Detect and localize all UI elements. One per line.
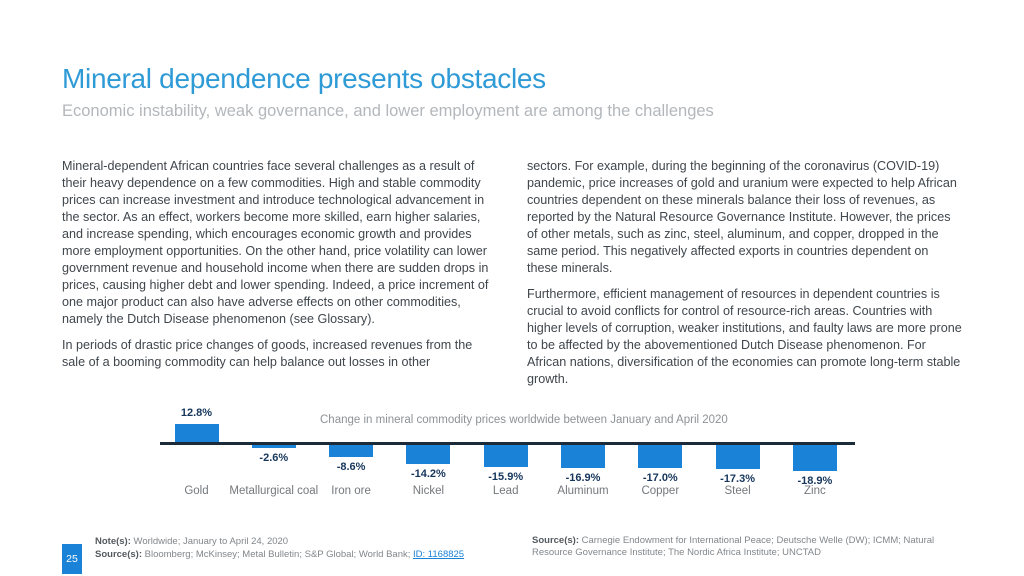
bar-value-label: -14.2% [410, 468, 446, 481]
bar-category-label: Iron ore [331, 485, 371, 497]
paragraph: In periods of drastic price changes of goods, increased revenues from the sale of a booming commodity can help balance out losses in other [62, 338, 473, 369]
bar-category-label: Nickel [412, 485, 445, 497]
bar [484, 445, 528, 467]
bar [638, 445, 682, 469]
page-number-badge: 25 [62, 544, 82, 574]
bar-category-label: Gold [184, 485, 209, 497]
slide-header [62, 62, 962, 121]
source-text: Carnegie Endowment for International Peace; Deutsche Welle (DW); ICMM; Natural Resource Governance Institute; The Nordic Africa Institute; UNCTAD [532, 535, 935, 558]
page-subtitle: Economic instability, weak governance, and lower employment are among the challenges [62, 101, 714, 120]
statistic-id-link[interactable]: ID: 1168825 [413, 549, 465, 560]
bar-category-label: Steel [724, 485, 751, 497]
bar-value-label: -15.9% [488, 470, 524, 483]
bar [252, 445, 296, 449]
paragraph: sectors. For example, during the beginning of the coronavirus (COVID-19) pandemic, price increases of gold and uranium were expected to help African countries dependent on these minerals balance their loss of revenues, as reported by the Natural Resource Governance Institute. However, the prices of other metals, such as zinc, steel, aluminum, and copper, dropped in the same period. This negatively affected exports in countries dependent on these minerals. [527, 159, 957, 275]
bar [793, 445, 837, 471]
bar-value-label: 12.8% [180, 407, 213, 420]
note-label: Note(s): [95, 536, 131, 547]
footer [0, 533, 1024, 576]
bar-value-label: -2.6% [259, 452, 289, 465]
bar [561, 445, 605, 469]
footer-notes [95, 535, 515, 561]
source-line [95, 548, 515, 561]
bar-value-label: -16.9% [565, 472, 601, 485]
note-line [95, 535, 515, 548]
note-text: Worldwide; January to April 24, 2020 [130, 536, 289, 547]
bar-category-label: Lead [492, 485, 519, 497]
body-column-left [62, 158, 497, 397]
bar-category-label: Zinc [804, 485, 826, 497]
chart-title: Change in mineral commodity prices worldwide between January and April 2020 [320, 414, 728, 426]
bar-value-label: -17.3% [720, 472, 756, 485]
chart [160, 405, 855, 505]
bar-value-label: -8.6% [336, 460, 366, 473]
paragraph: Mineral-dependent African countries face several challenges as a result of their heavy dependence on a few commodities. High and stable commodity prices can increase investment and introduce technological advancement in the sector. As an effect, workers become more skilled, earn higher salaries, and increase spending, which encourages economic growth and provides more employment opportunities. On the other hand, price volatility can lower government revenue and household income when there are sudden drops in prices, causing higher debt and lower spending. Indeed, a price increment of one major product can also have adverse effects on other commodities, namely the Dutch Disease phenomenon (see Glossary). [62, 159, 489, 326]
paragraph: Furthermore, efficient management of resources in dependent countries is crucial to avoid conflicts for control of resource-rich areas. Countries with higher levels of corruption, weaker institutions, and faulty laws are more prone to be affected by the abovementioned Dutch Disease phenomenon. For African nations, diversification of the economies can promote long-term stable growth. [527, 287, 962, 386]
bar-value-label: -17.0% [642, 472, 678, 485]
bar-category-label: Aluminum [557, 485, 609, 497]
source-label: Source(s): [532, 535, 579, 546]
page-title: Mineral dependence presents obstacles [62, 63, 546, 94]
body-column-right [527, 158, 962, 397]
bar [175, 424, 219, 442]
body-text [62, 158, 962, 397]
bar [329, 445, 373, 457]
source-text: Bloomberg; McKinsey; Metal Bulletin; S&P Global; World Bank; [141, 549, 414, 560]
bar-value-label: -18.9% [797, 474, 833, 487]
bar [406, 445, 450, 465]
footer-sources-right [532, 535, 972, 558]
source-label: Source(s): [95, 549, 142, 560]
bar [716, 445, 760, 469]
bar-category-label: Metallurgical coal [229, 485, 319, 497]
bar-category-label: Copper [641, 485, 680, 497]
